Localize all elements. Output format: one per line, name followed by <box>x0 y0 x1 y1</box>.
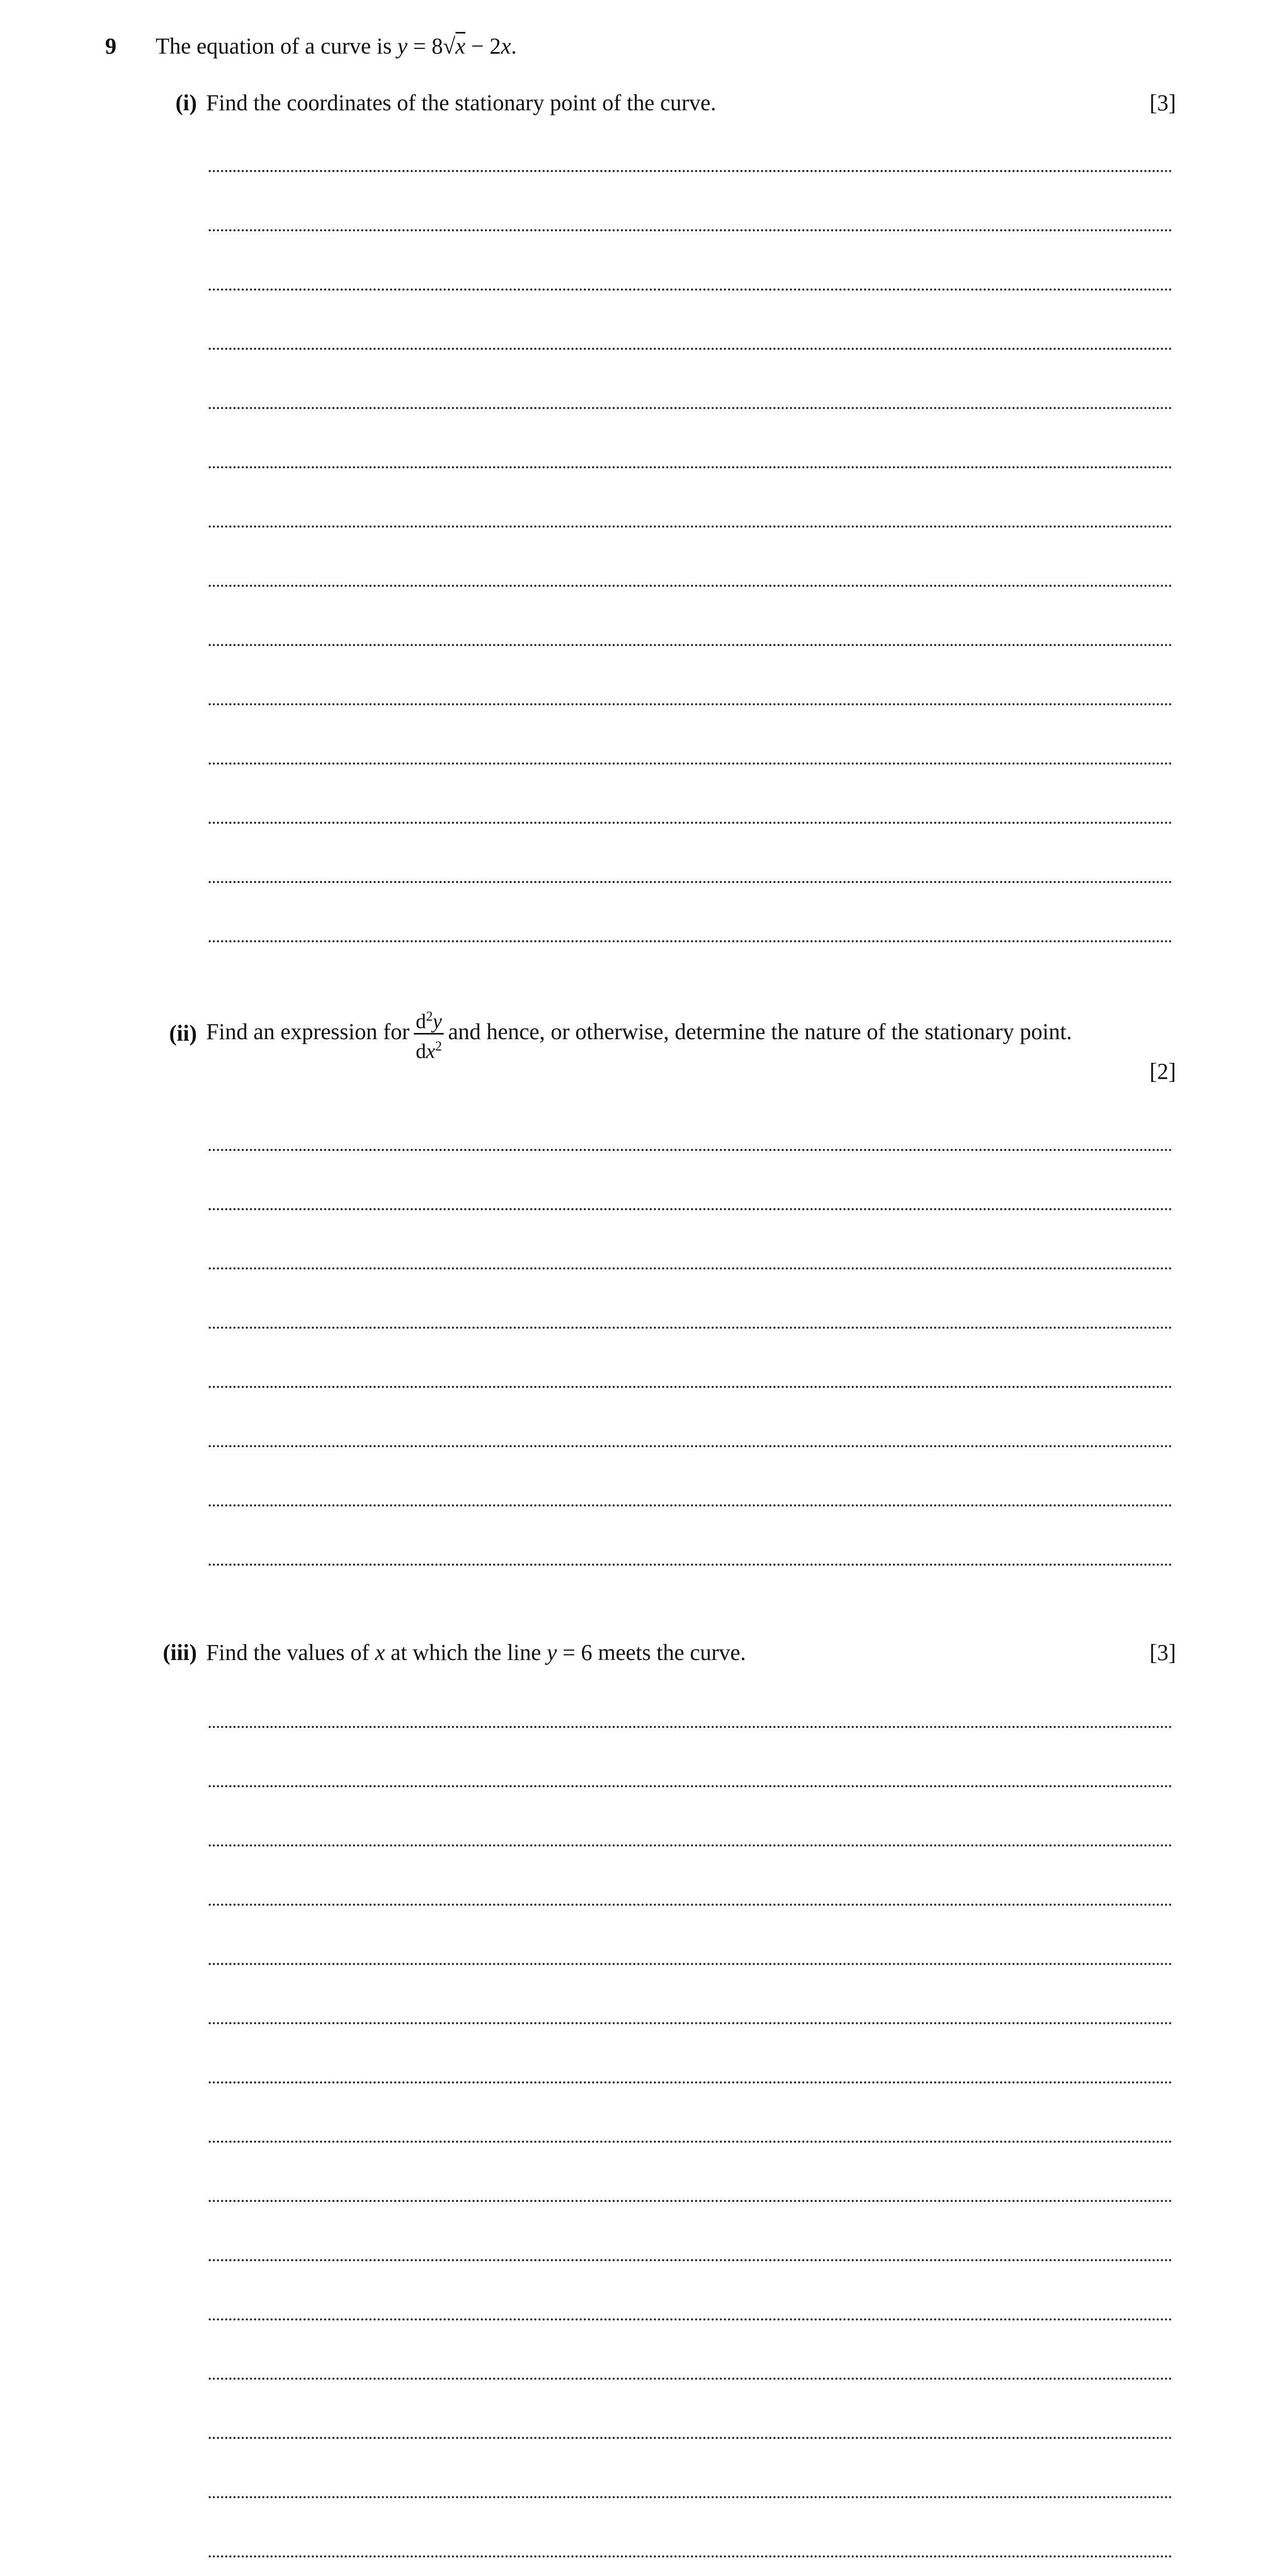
part-iii-text-b: at which the line <box>385 1640 547 1665</box>
part-ii-text-after: and hence, or otherwise, determine the nature of the stationary point. <box>448 1019 1072 1044</box>
stem-eq: = 8 <box>407 33 443 59</box>
stem-prefix: The equation of a curve is <box>156 33 398 59</box>
answer-line[interactable] <box>209 229 1172 231</box>
answer-line[interactable] <box>209 2378 1172 2380</box>
radical-sign-icon: √ <box>443 33 456 59</box>
answer-line[interactable] <box>209 1785 1172 1787</box>
stem-var-x: x <box>455 33 466 59</box>
square-root <box>443 31 466 62</box>
answer-line[interactable] <box>209 703 1172 705</box>
answer-line[interactable] <box>209 2141 1172 2143</box>
answer-line[interactable] <box>209 1445 1172 1447</box>
answer-line[interactable] <box>209 1564 1172 1566</box>
answer-line[interactable] <box>209 1327 1172 1329</box>
answer-line[interactable] <box>209 2022 1172 2024</box>
stem-end: . <box>511 33 517 59</box>
answer-line[interactable] <box>209 1504 1172 1506</box>
answer-line[interactable] <box>209 407 1172 409</box>
frac-den-sup: 2 <box>435 1039 442 1054</box>
answer-line[interactable] <box>209 466 1172 468</box>
answer-line[interactable] <box>209 762 1172 765</box>
part-iii-marks: [3] <box>1149 1640 1176 1665</box>
answer-line[interactable] <box>209 940 1172 942</box>
answer-line[interactable] <box>209 170 1172 172</box>
answer-line[interactable] <box>209 1267 1172 1269</box>
answer-line[interactable] <box>209 1844 1172 1846</box>
answer-line[interactable] <box>209 2259 1172 2261</box>
answer-line[interactable] <box>209 2555 1172 2557</box>
part-i-marks: [3] <box>1149 90 1176 115</box>
answer-line[interactable] <box>209 526 1172 528</box>
part-ii-text <box>206 1005 1072 1063</box>
part-iii-label: (iii) <box>163 1640 197 1665</box>
part-i-text: Find the coordinates of the stationary point of the curve. <box>206 90 716 115</box>
part-ii-marks: [2] <box>1149 1059 1176 1084</box>
part-iii-var-y: y <box>547 1640 557 1665</box>
frac-num-sup: 2 <box>426 1009 433 1024</box>
stem-var-y: y <box>397 33 408 59</box>
answer-line[interactable] <box>209 2081 1172 2083</box>
question-number: 9 <box>105 33 116 59</box>
answer-line[interactable] <box>209 881 1172 883</box>
answer-line[interactable] <box>209 822 1172 824</box>
answer-line[interactable] <box>209 2496 1172 2498</box>
part-iii-var-x: x <box>375 1640 385 1665</box>
answer-line[interactable] <box>209 1208 1172 1210</box>
answer-line[interactable] <box>209 585 1172 587</box>
frac-num-y: y <box>432 1009 442 1033</box>
answer-line[interactable] <box>209 348 1172 350</box>
answer-line[interactable] <box>209 644 1172 646</box>
part-iii-text-a: Find the values of <box>206 1640 375 1665</box>
answer-line[interactable] <box>209 2318 1172 2320</box>
frac-den-d: d <box>415 1039 426 1063</box>
stem-var-x2: x <box>501 33 511 59</box>
part-iii-text <box>206 1637 746 1668</box>
part-ii-label: (ii) <box>169 1021 197 1046</box>
frac-num-d: d <box>415 1009 426 1033</box>
answer-line[interactable] <box>209 2437 1172 2439</box>
part-iii-text-c: = 6 meets the curve. <box>557 1640 746 1665</box>
answer-line[interactable] <box>209 1963 1172 1965</box>
answer-line[interactable] <box>209 1149 1172 1151</box>
answer-line[interactable] <box>209 1904 1172 1906</box>
frac-den-x: x <box>426 1039 435 1063</box>
stem-minus: − 2 <box>465 33 501 59</box>
part-ii-text-before: Find an expression for <box>206 1019 410 1044</box>
answer-line[interactable] <box>209 289 1172 291</box>
answer-line[interactable] <box>209 1726 1172 1728</box>
answer-line[interactable] <box>209 1386 1172 1388</box>
part-i-label: (i) <box>175 90 197 115</box>
answer-line[interactable] <box>209 2200 1172 2202</box>
second-derivative-fraction <box>414 1005 444 1063</box>
question-stem <box>156 31 517 62</box>
